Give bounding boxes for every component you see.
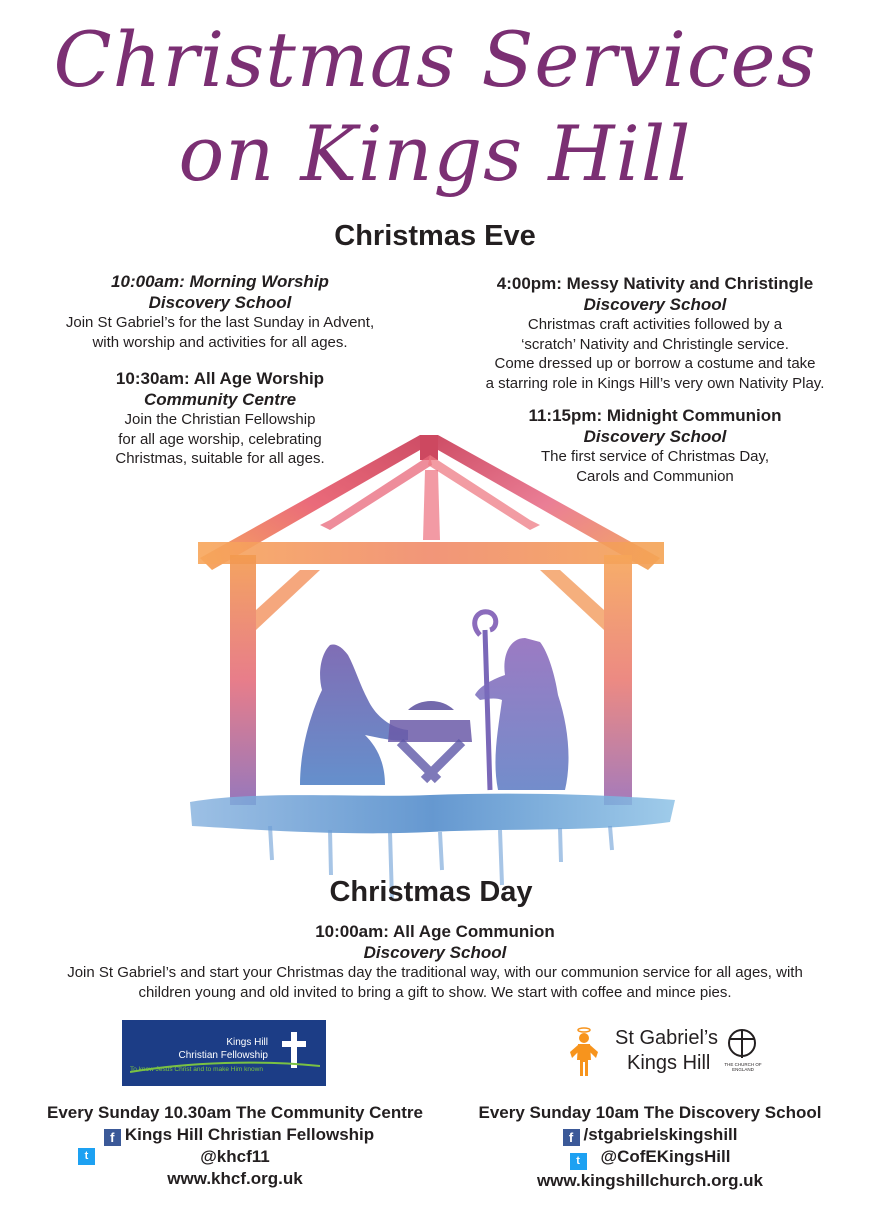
khcf-footer — [0, 1102, 470, 1190]
event-title: 10:00am: Morning Worship — [111, 272, 329, 291]
event-description-line: a starring role in Kings Hill’s very own Nativity Play. — [485, 374, 825, 392]
event-venue: Discovery School — [148, 293, 292, 312]
event-description-line: Christmas, suitable for all ages. — [115, 450, 325, 467]
khcf-website-link[interactable]: www.khcf.org.uk — [167, 1169, 303, 1188]
event-title: 11:15pm: Midnight Communion — [528, 406, 782, 425]
stgabriels-footer — [430, 1102, 870, 1192]
khcf-facebook-row[interactable] — [0, 1124, 470, 1146]
church-of-england-icon — [727, 1028, 757, 1060]
stgabriels-logo-line-1: St Gabriel’s — [615, 1027, 719, 1049]
event-description-line: The first service of Christmas Day, — [540, 448, 770, 465]
khcf-twitter-link[interactable]: @khcf11 — [200, 1147, 270, 1166]
khcf-logo-line-1: Kings Hill — [226, 1037, 268, 1048]
khcf-schedule: Every Sunday 10.30am The Community Centre — [46, 1103, 424, 1122]
page-title-line-1: Christmas Services — [53, 15, 817, 104]
khcf-facebook-link[interactable]: Kings Hill Christian Fellowship — [124, 1125, 375, 1144]
event-messy-nativity — [450, 273, 860, 393]
event-description-line: children young and old invited to bring a gift to show. We start with coffee and mince pies. — [138, 983, 732, 1001]
nativity-illustration — [180, 430, 680, 915]
event-morning-worship — [20, 271, 420, 352]
facebook-icon: f — [563, 1129, 580, 1146]
stgabriels-schedule: Every Sunday 10am The Discovery School — [478, 1103, 822, 1122]
stgabriels-logo-line-2: Kings Hill — [627, 1052, 711, 1074]
event-title: 10:30am: All Age Worship — [115, 369, 325, 388]
coe-text: THE CHURCH OF ENGLAND — [724, 1062, 762, 1072]
stgabriels-twitter-link[interactable]: @CofEKingsHill — [600, 1147, 731, 1166]
khcf-logo-tagline: To know Jesus Christ and to make Him known — [130, 1066, 263, 1073]
event-title: 4:00pm: Messy Nativity and Christingle — [496, 274, 814, 293]
khcf-twitter-row[interactable] — [0, 1146, 470, 1168]
event-description-line: for all age worship, celebrating — [118, 430, 322, 448]
christmas-day-event — [0, 921, 870, 1002]
stgabriels-facebook-link[interactable]: /stgabrielskingshill — [583, 1125, 738, 1144]
event-description-line: Join St Gabriel’s for the last Sunday in Advent, — [65, 314, 375, 331]
event-description-line: Carols and Communion — [576, 467, 734, 485]
event-description-line: Christmas craft activities followed by a — [527, 316, 783, 333]
event-title: 10:00am: All Age Communion — [315, 922, 555, 941]
page-title-line-2: on Kings Hill — [178, 109, 692, 198]
event-description-line: ‘scratch’ Nativity and Christingle service. — [521, 335, 789, 353]
angel-icon — [569, 1026, 599, 1078]
event-description-line: with worship and activities for all ages. — [92, 333, 348, 351]
christmas-eve-heading: Christmas Eve — [334, 220, 536, 252]
event-description-line: Join St Gabriel’s and start your Christmas day the traditional way, with our communion service for all ages, with — [67, 964, 803, 981]
event-description-line: Join the Christian Fellowship — [124, 411, 316, 428]
twitter-icon: t — [78, 1148, 95, 1165]
event-venue: Community Centre — [143, 390, 297, 409]
event-venue: Discovery School — [583, 295, 727, 314]
christmas-day-heading: Christmas Day — [329, 876, 533, 908]
event-venue: Discovery School — [363, 943, 507, 962]
event-venue: Discovery School — [583, 427, 727, 446]
stgabriels-website-link[interactable]: www.kingshillchurch.org.uk — [536, 1171, 764, 1190]
facebook-icon: f — [104, 1129, 121, 1146]
stgabriels-facebook-row[interactable] — [430, 1124, 870, 1146]
stgabriels-logo — [565, 1024, 765, 1084]
stgabriels-twitter-row[interactable] — [430, 1146, 870, 1170]
khcf-logo — [122, 1020, 326, 1086]
event-description-line: Come dressed up or borrow a costume and take — [494, 355, 816, 372]
khcf-logo-line-2: Christian Fellowship — [178, 1050, 268, 1061]
twitter-icon: t — [570, 1153, 587, 1170]
